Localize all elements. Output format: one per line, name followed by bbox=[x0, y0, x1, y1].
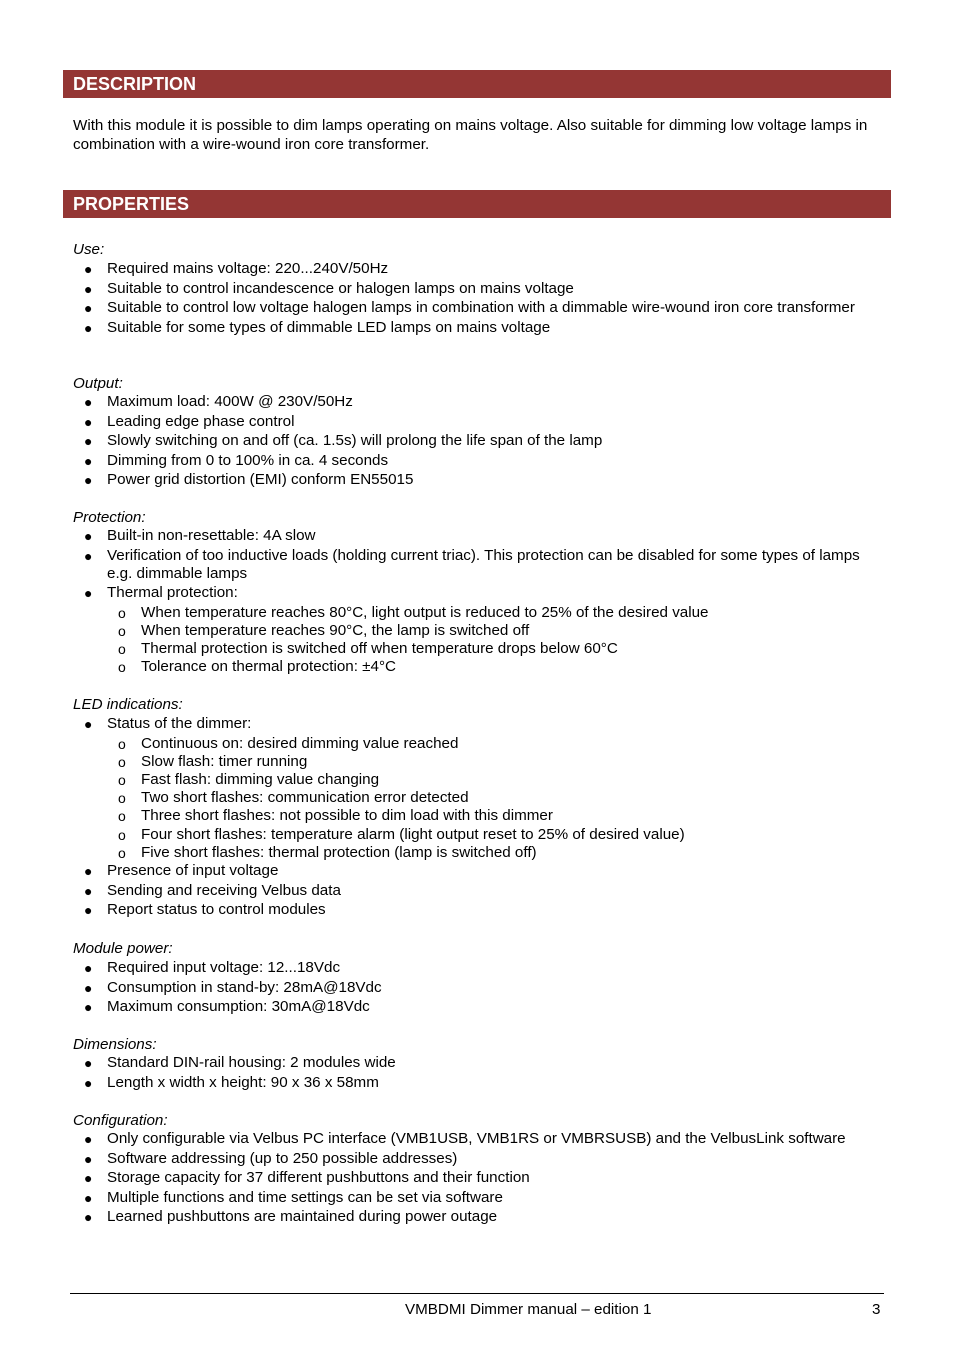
bullet-icon: ● bbox=[84, 716, 93, 732]
list-item: ● Leading edge phase control bbox=[84, 412, 295, 430]
list-item: ● Power grid distortion (EMI) conform EN55015 bbox=[84, 471, 414, 489]
group-heading-output: Output: bbox=[73, 375, 123, 392]
bullet-icon: ● bbox=[84, 452, 93, 469]
sub-list-item: o Thermal protection is switched off when temperature drops below 60°C bbox=[118, 640, 618, 658]
circle-bullet-icon: o bbox=[118, 604, 126, 621]
properties-header: PROPERTIES bbox=[63, 190, 891, 218]
list-item: ● Thermal protection: bbox=[84, 584, 238, 602]
list-item: ● Length x width x height: 90 x 36 x 58mm bbox=[84, 1073, 379, 1091]
list-item: ● Maximum consumption: 30mA@18Vdc bbox=[84, 998, 370, 1016]
list-item: ● Slowly switching on and off (ca. 1.5s) will prolong the life span of the lamp bbox=[84, 432, 603, 450]
group-heading-configuration: Configuration: bbox=[73, 1112, 168, 1129]
list-item: ● Suitable to control incandescence or halogen lamps on mains voltage bbox=[84, 279, 574, 297]
list-item: ● Suitable for some types of dimmable LED lamps on mains voltage bbox=[84, 318, 551, 336]
bullet-icon: ● bbox=[84, 433, 93, 450]
list-item: ● Standard DIN-rail housing: 2 modules wide bbox=[84, 1054, 396, 1071]
list-item: ● Sending and receiving Velbus data bbox=[84, 881, 341, 899]
bullet-icon: ● bbox=[84, 1150, 93, 1167]
group-list-use bbox=[73, 260, 873, 338]
circle-bullet-icon: o bbox=[118, 641, 126, 658]
group-list-protection bbox=[73, 527, 873, 677]
sub-list-item: o Three short flashes: not possible to dim load with this dimmer bbox=[118, 807, 553, 825]
bullet-icon: ● bbox=[84, 999, 93, 1016]
list-item: ● Software addressing (up to 250 possible addresses) bbox=[84, 1149, 458, 1167]
circle-bullet-icon: o bbox=[118, 622, 126, 639]
circle-bullet-icon: o bbox=[118, 772, 126, 788]
group-list-module-power bbox=[73, 959, 873, 1018]
bullet-icon: ● bbox=[84, 547, 93, 564]
bullet-icon: ● bbox=[84, 413, 93, 430]
sub-list-item: o Fast flash: dimming value changing bbox=[118, 771, 380, 788]
sub-list-item: o When temperature reaches 80°C, light output is reduced to 25% of the desired value bbox=[118, 603, 709, 621]
description-text: With this module it is possible to dim lamps operating on mains voltage. Also suitable for dimming low voltage lamps in combination with a wire-wound iron core transformer. bbox=[73, 117, 868, 153]
circle-bullet-icon: o bbox=[118, 826, 126, 843]
sub-list-item: o Tolerance on thermal protection: ±4°C bbox=[118, 658, 397, 676]
bullet-icon: ● bbox=[84, 528, 93, 544]
sub-list-item: o Four short flashes: temperature alarm (light output reset to 25% of desired value) bbox=[118, 825, 685, 843]
group-list-output bbox=[73, 393, 873, 491]
list-item: ● Required input voltage: 12...18Vdc bbox=[84, 959, 341, 976]
circle-bullet-icon: o bbox=[118, 844, 126, 861]
sub-list-item: o Two short flashes: communication error detected bbox=[118, 789, 469, 807]
list-item: ● Verification of too inductive loads (holding current triac). This protection can be disabled for some types of lamps e.g. dimmable lamps bbox=[84, 546, 860, 582]
footer-divider bbox=[70, 1293, 884, 1294]
bullet-icon: ● bbox=[84, 300, 93, 317]
description-header: DESCRIPTION bbox=[63, 70, 891, 98]
list-item: ● Dimming from 0 to 100% in ca. 4 seconds bbox=[84, 451, 389, 469]
list-item: ● Only configurable via Velbus PC interface (VMB1USB, VMB1RS or VMBRSUSB) and the VelbusLink software bbox=[84, 1130, 846, 1147]
list-item: ● Storage capacity for 37 different pushbuttons and their function bbox=[84, 1169, 530, 1187]
page-number: 3 bbox=[872, 1301, 881, 1318]
circle-bullet-icon: o bbox=[118, 735, 126, 752]
list-item: ● Report status to control modules bbox=[84, 901, 326, 919]
group-heading-protection: Protection: bbox=[73, 509, 146, 526]
circle-bullet-icon: o bbox=[118, 790, 126, 807]
bullet-icon: ● bbox=[84, 863, 93, 880]
group-list-dimensions bbox=[73, 1054, 873, 1093]
list-item: ● Status of the dimmer: bbox=[84, 715, 252, 732]
circle-bullet-icon: o bbox=[118, 753, 126, 770]
group-list-configuration bbox=[73, 1130, 873, 1228]
list-item: ● Maximum load: 400W @ 230V/50Hz bbox=[84, 393, 353, 410]
bullet-icon: ● bbox=[84, 585, 93, 602]
bullet-icon: ● bbox=[84, 902, 93, 919]
bullet-icon: ● bbox=[84, 882, 93, 899]
sub-list-item: o When temperature reaches 90°C, the lamp is switched off bbox=[118, 621, 530, 639]
bullet-icon: ● bbox=[84, 280, 93, 297]
bullet-icon: ● bbox=[84, 1074, 93, 1091]
list-item: ● Required mains voltage: 220...240V/50Hz bbox=[84, 260, 389, 277]
list-item: ● Consumption in stand-by: 28mA@18Vdc bbox=[84, 978, 382, 996]
group-heading-led: LED indications: bbox=[73, 696, 183, 713]
list-item: ● Learned pushbuttons are maintained during power outage bbox=[84, 1208, 498, 1226]
circle-bullet-icon: o bbox=[118, 659, 126, 676]
bullet-icon: ● bbox=[84, 1170, 93, 1187]
group-list-led bbox=[73, 715, 873, 921]
bullet-icon: ● bbox=[84, 394, 93, 410]
bullet-icon: ● bbox=[84, 472, 93, 489]
bullet-icon: ● bbox=[84, 1131, 93, 1147]
bullet-icon: ● bbox=[84, 261, 93, 277]
sub-list-item: o Continuous on: desired dimming value reached bbox=[118, 734, 459, 752]
bullet-icon: ● bbox=[84, 1209, 93, 1226]
list-item: ● Multiple functions and time settings can be set via software bbox=[84, 1188, 503, 1206]
group-heading-module-power: Module power: bbox=[73, 940, 173, 957]
bullet-icon: ● bbox=[84, 1189, 93, 1206]
list-item: ● Built-in non-resettable: 4A slow bbox=[84, 527, 316, 544]
bullet-icon: ● bbox=[84, 960, 93, 976]
bullet-icon: ● bbox=[84, 979, 93, 996]
sub-list-item: o Five short flashes: thermal protection (lamp is switched off) bbox=[118, 843, 537, 861]
bullet-icon: ● bbox=[84, 319, 93, 336]
circle-bullet-icon: o bbox=[118, 808, 126, 825]
sub-list-item: o Slow flash: timer running bbox=[118, 752, 308, 770]
group-heading-dimensions: Dimensions: bbox=[73, 1036, 157, 1053]
list-item: ● Suitable to control low voltage halogen lamps in combination with a dimmable wire-wound iron core transformer bbox=[84, 299, 855, 317]
group-heading-use: Use: bbox=[73, 241, 105, 258]
list-item: ● Presence of input voltage bbox=[84, 862, 279, 880]
footer-title: VMBDMI Dimmer manual – edition 1 bbox=[405, 1301, 652, 1318]
bullet-icon: ● bbox=[84, 1055, 93, 1071]
